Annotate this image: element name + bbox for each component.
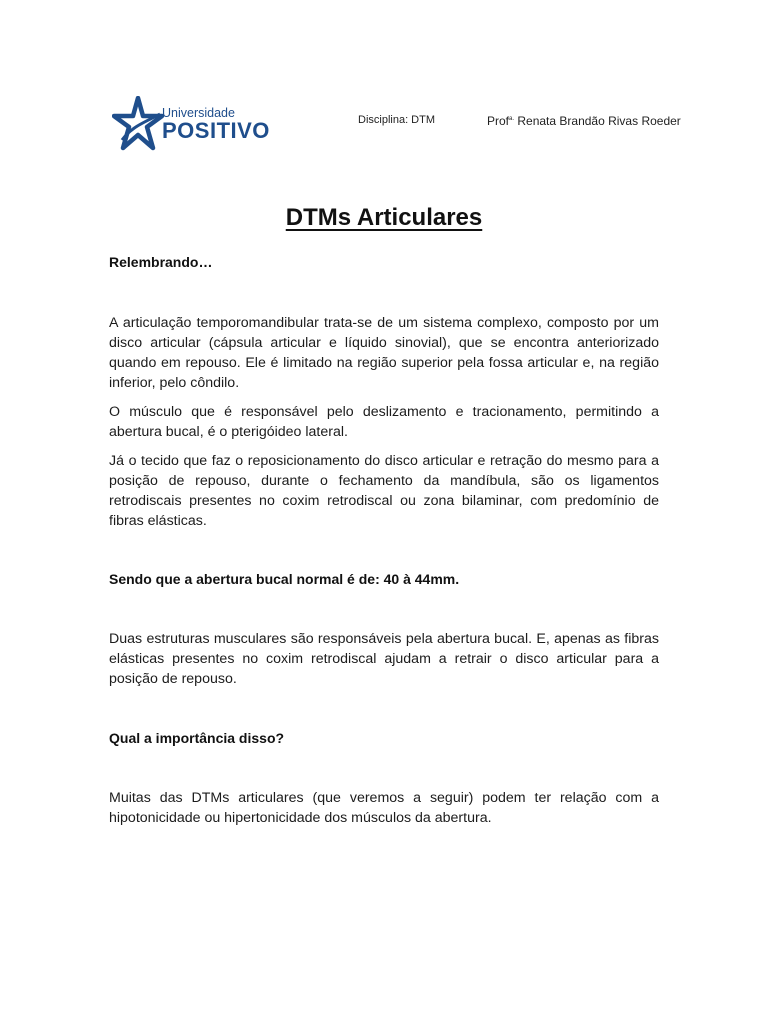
prof-name: Renata Brandão Rivas Roeder (514, 114, 681, 128)
discipline-label: Disciplina: DTM (358, 114, 436, 126)
university-logo (112, 96, 282, 154)
paragraph-5: Muitas das DTMs articulares (que veremos a seguir) podem ter relação com a hipotonicidade ou hipertonicidade dos músculos da abertura. (109, 790, 659, 826)
heading-recall: Relembrando… (109, 254, 213, 270)
paragraph-3: Já o tecido que faz o reposicionamento do disco articular e retração do mesmo para a posição de repouso, durante o fechamento da mandíbula, são os ligamentos retrodiscais presentes no coxim retrodiscal ou zona bilaminar, com predomínio de fibras elásticas. (109, 453, 659, 529)
star-icon (112, 96, 164, 152)
paragraph-4: Duas estruturas musculares são responsáveis pela abertura bucal. E, apenas as fibras elásticas presentes no coxim retrodiscal ajudam a retrair o disco articular para a posição de repouso. (109, 631, 659, 687)
heading-importance: Qual a importância disso? (109, 730, 285, 746)
document-title: DTMs Articulares (285, 204, 483, 231)
page-header (0, 0, 768, 170)
paragraph-2: O músculo que é responsável pelo deslizamento e tracionamento, permitindo a abertura bucal, é o pterigóideo lateral. (109, 404, 659, 440)
logo-text-big: POSITIVO (162, 118, 270, 143)
heading-opening: Sendo que a abertura bucal normal é de: 40 à 44mm. (109, 571, 460, 587)
professor-label (487, 114, 681, 128)
prof-superscript: a. (509, 116, 515, 122)
prof-prefix: Prof (487, 114, 510, 128)
paragraph-1: A articulação temporomandibular trata-se de um sistema complexo, composto por um disco articular (cápsula articular e líquido sinovial), que se encontra anteriorizado quando em repouso. Ele é limitado na região superior pela fossa articular e, na região inferior, pelo côndilo. (109, 315, 659, 391)
logo-text-small: Universidade (162, 106, 235, 120)
